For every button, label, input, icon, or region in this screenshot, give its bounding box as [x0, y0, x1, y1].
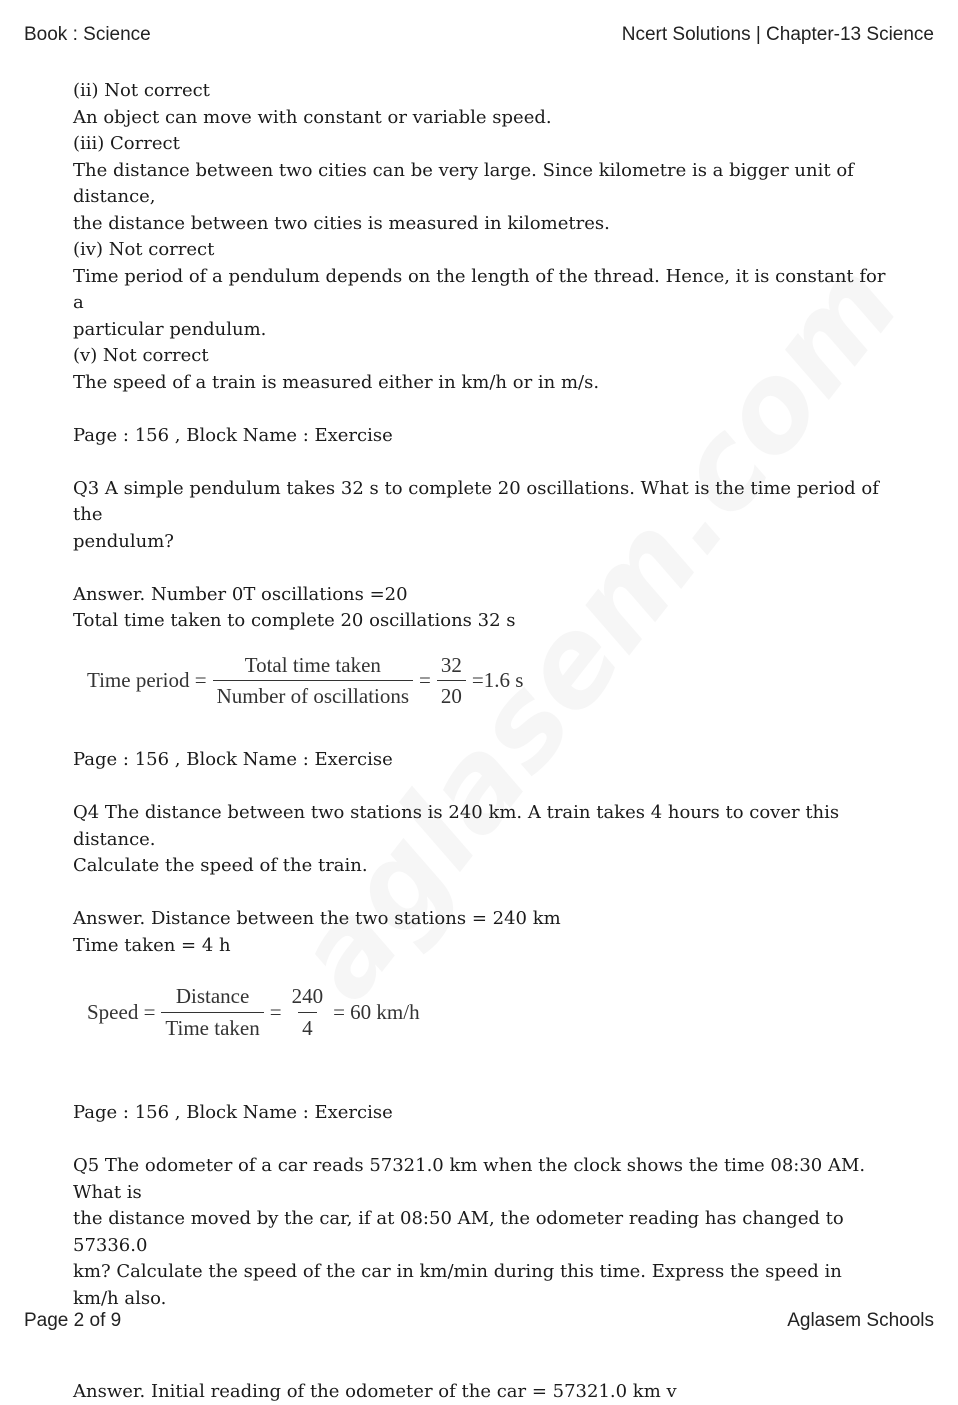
- numerator: 240: [288, 983, 328, 1012]
- fraction: [161, 983, 263, 1041]
- page-footer: [24, 1310, 934, 1332]
- text-line: An object can move with constant or variable speed.: [73, 105, 893, 132]
- text-line: (ii) Not correct: [73, 78, 893, 105]
- answer-q3: Answer. Number 0T oscillations =20: [73, 582, 893, 609]
- page-number: Page 2 of 9: [24, 1310, 121, 1332]
- numerator: Distance: [172, 983, 253, 1012]
- equals-sign: =: [419, 667, 431, 694]
- formula-result: =1.6 s: [472, 667, 524, 694]
- question-q3: Q3 A simple pendulum takes 32 s to complete 20 oscillations. What is the time period of the: [73, 476, 893, 529]
- question-q5: Q5 The odometer of a car reads 57321.0 km when the clock shows the time 08:30 AM. What is: [73, 1153, 893, 1206]
- text-line: (iv) Not correct: [73, 237, 893, 264]
- page-reference: Page : 156 , Block Name : Exercise: [73, 423, 893, 450]
- question-q5: km? Calculate the speed of the car in km/min during this time. Express the speed in km/h also.: [73, 1259, 893, 1312]
- fraction: [288, 983, 328, 1041]
- denominator: Number of oscillations: [213, 680, 413, 710]
- answer-q4: Answer. Distance between the two stations = 240 km: [73, 906, 893, 933]
- formula-speed: [87, 977, 893, 1047]
- answer-q3: Total time taken to complete 20 oscillations 32 s: [73, 608, 893, 635]
- equals-sign: =: [270, 999, 282, 1026]
- formula-lhs: Time period =: [87, 667, 207, 694]
- fraction: [213, 652, 413, 710]
- text-line: (iii) Correct: [73, 131, 893, 158]
- text-line: Time period of a pendulum depends on the length of the thread. Hence, it is constant for a: [73, 264, 893, 317]
- text-line: the distance between two cities is measured in kilometres.: [73, 211, 893, 238]
- fraction: [437, 652, 466, 710]
- text-line: The speed of a train is measured either in km/h or in m/s.: [73, 370, 893, 397]
- question-q4: Q4 The distance between two stations is 240 km. A train takes 4 hours to cover this distance.: [73, 800, 893, 853]
- footer-publisher: Aglasem Schools: [787, 1310, 934, 1332]
- numerator: 32: [437, 652, 466, 681]
- page-header: [24, 24, 934, 46]
- denominator: 20: [437, 680, 466, 710]
- answer-q5: Answer. Initial reading of the odometer of the car = 57321.0 km v: [73, 1379, 893, 1405]
- formula-lhs: Speed =: [87, 999, 155, 1026]
- numerator: Total time taken: [241, 652, 385, 681]
- denominator: Time taken: [161, 1012, 263, 1042]
- text-line: particular pendulum.: [73, 317, 893, 344]
- denominator: 4: [298, 1012, 317, 1042]
- header-book-title: Book : Science: [24, 24, 151, 46]
- page-reference: Page : 156 , Block Name : Exercise: [73, 747, 893, 774]
- text-line: (v) Not correct: [73, 343, 893, 370]
- question-q4: Calculate the speed of the train.: [73, 853, 893, 880]
- header-chapter-title: Ncert Solutions | Chapter-13 Science: [622, 24, 934, 46]
- answer-q4: Time taken = 4 h: [73, 933, 893, 960]
- page-content: [73, 78, 893, 1405]
- page-reference: Page : 156 , Block Name : Exercise: [73, 1100, 893, 1127]
- formula-result: = 60 km/h: [333, 999, 420, 1026]
- formula-time-period: [87, 641, 893, 721]
- question-q5: the distance moved by the car, if at 08:50 AM, the odometer reading has changed to 57336.0: [73, 1206, 893, 1259]
- question-q3: pendulum?: [73, 529, 893, 556]
- text-line: The distance between two cities can be very large. Since kilometre is a bigger unit of distance,: [73, 158, 893, 211]
